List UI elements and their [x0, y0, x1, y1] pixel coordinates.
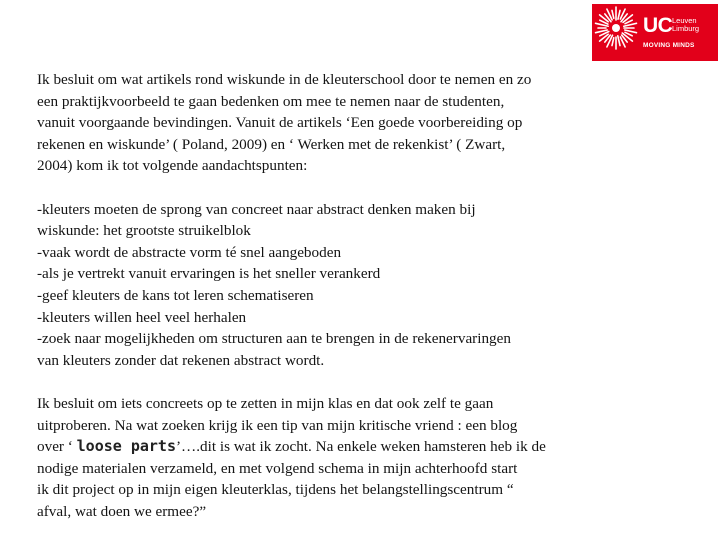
text-line: Ik besluit om iets concreets op te zetten in mijn klas en dat ook zelf te gaan [37, 394, 494, 412]
list-item: -kleuters willen heel veel herhalen [37, 308, 247, 326]
text-line: rekenen en wiskunde’ ( Poland, 2009) en ‘ Werken met de rekenkist’ ( Zwart, [37, 135, 506, 153]
list-item: -zoek naar mogelijkheden om structuren aan te brengen in de rekenervaringen [37, 330, 511, 348]
list-item: -als je vertrekt vanuit ervaringen is het sneller verankerd [37, 265, 381, 283]
text-line: ik dit project op in mijn eigen kleuterklas, tijdens het belangstellingscentrum “ [37, 481, 514, 499]
paragraph-attention-points [37, 199, 677, 372]
list-item-continuation: van kleuters zonder dat rekenen abstract wordt. [37, 351, 325, 369]
paragraph-spacer [37, 371, 677, 393]
list-item: -geef kleuters de kans tot leren schematiseren [37, 286, 314, 304]
text-line: een praktijkvoorbeeld te gaan bedenken om mee te nemen naar de studenten, [37, 92, 505, 110]
text-line [37, 436, 677, 458]
logo-burst-icon [592, 4, 644, 61]
text-line: uitproberen. Na wat zoeken krijg ik een tip van mijn kritische vriend : een blog [37, 416, 518, 434]
text-line: 2004) kom ik tot volgende aandachtspunten: [37, 157, 308, 175]
text-line: afval, wat doen we ermee?” [37, 502, 207, 520]
paragraph-intro [37, 69, 677, 177]
paragraph-spacer [37, 177, 677, 199]
logo-institution-line2: Limburg [672, 24, 700, 33]
text-line: vanuit voorgaande bevindingen. Vanuit de artikels ‘Een goede voorbereiding op [37, 114, 523, 132]
text-line: nodige materialen verzameld, en met volgend schema in mijn achterhoofd start [37, 459, 518, 477]
list-item: -vaak wordt de abstracte vorm té snel aangeboden [37, 243, 342, 261]
text-segment: over ‘ [37, 438, 77, 456]
text-segment: ’….dit is wat ik zocht. Na enkele weken hamsteren heb ik de [175, 438, 546, 456]
list-item-continuation: wiskunde: het grootste struikelblok [37, 222, 251, 240]
logo-institution-line1: Leuven [672, 16, 697, 25]
logo-tagline: MOVING MINDS [643, 42, 695, 49]
document-body [37, 69, 677, 522]
loose-parts-term: loose parts [76, 437, 176, 456]
logo-brand: UC [643, 14, 673, 37]
text-line: Ik besluit om wat artikels rond wiskunde in de kleuterschool door te nemen en zo [37, 71, 532, 88]
uc-leuven-limburg-logo [592, 4, 718, 61]
list-item: -kleuters moeten de sprong van concreet naar abstract denken maken bij [37, 200, 476, 218]
logo-institution [672, 17, 716, 33]
paragraph-project [37, 393, 677, 523]
